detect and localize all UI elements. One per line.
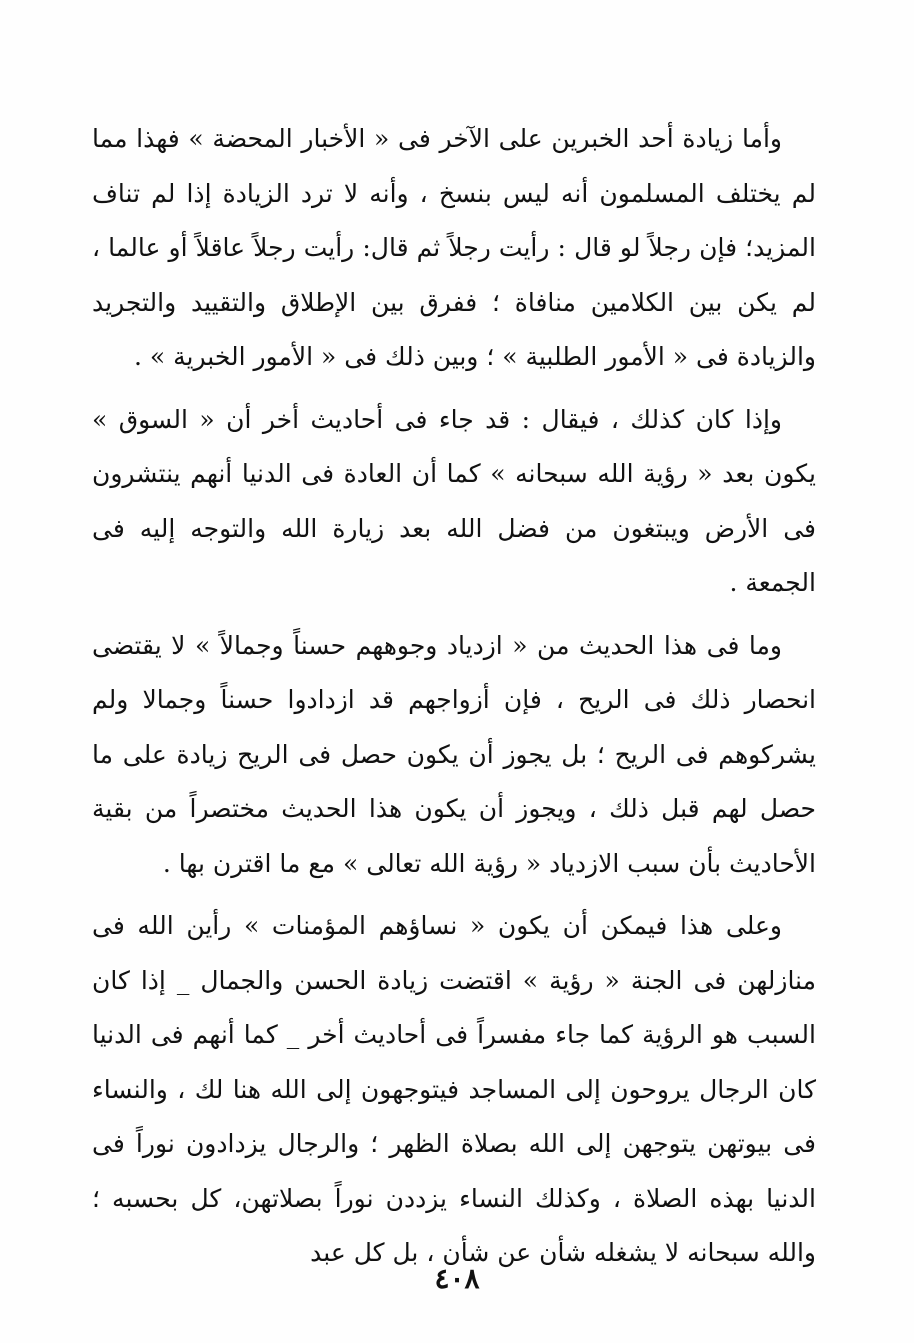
body-text (92, 112, 816, 1289)
paragraph-4: وعلى هذا فيمكن أن يكون « نساؤهم المؤمنات » رأين الله فى منازلهن فى الجنة « رؤية » اقتضت زيادة الحسن والجمال _ إذا كان السبب هو الرؤية كما جاء مفسراً فى أحاديث أخر _ كما أنهم فى الدنيا كان الرجال يروحون إلى المساجد فيتوجهون إلى الله هنا لك ، والنساء فى بيوتهن يتوجهن إلى الله بصلاة الظهر ؛ والرجال يزدادون نوراً فى الدنيا بهذه الصلاة ، وكذلك النساء يزددن نوراً بصلاتهن، كل بحسبه ؛ والله سبحانه لا يشغله شأن عن شأن ، بل كل عبد (92, 911, 816, 1267)
paragraph-3: وما فى هذا الحديث من « ازدياد وجوههم حسناً وجمالاً » لا يقتضى انحصار ذلك فى الريح ، فإن أزواجهم قد ازدادوا حسناً وجمالا ولم يشركوهم فى الريح ؛ بل يجوز أن يكون حصل فى الريح زيادة على ما حصل لهم قبل ذلك ، ويجوز أن يكون هذا الحديث مختصراً من بقية الأحاديث بأن سبب الازدياد « رؤية الله تعالى » مع ما اقترن بها . (92, 630, 816, 878)
paragraph-1: وأما زيادة أحد الخبرين على الآخر فى « الأخبار المحضة » فهذا مما لم يختلف المسلمون أنه ليس بنسخ ، وأنه لا ترد الزيادة إذا لم تناف المزيد؛ فإن رجلاً لو قال : رأيت رجلاً ثم قال: رأيت رجلاً عاقلاً أو عالما ، لم يكن بين الكلامين منافاة ؛ ففرق بين الإطلاق والتقييد والتجريد والزيادة فى « الأمور الطلبية » ؛ وبين ذلك فى « الأمور الخبرية » . (92, 124, 816, 371)
paragraph-2: وإذا كان كذلك ، فيقال : قد جاء فى أحاديث أخر أن « السوق » يكون بعد « رؤية الله سبحانه » كما أن العادة فى الدنيا أنهم ينتشرون فى الأرض ويبتغون من فضل الله بعد زيارة الله والتوجه إليه فى الجمعة . (92, 404, 816, 597)
page-number: ٤٠٨ (434, 1262, 480, 1295)
